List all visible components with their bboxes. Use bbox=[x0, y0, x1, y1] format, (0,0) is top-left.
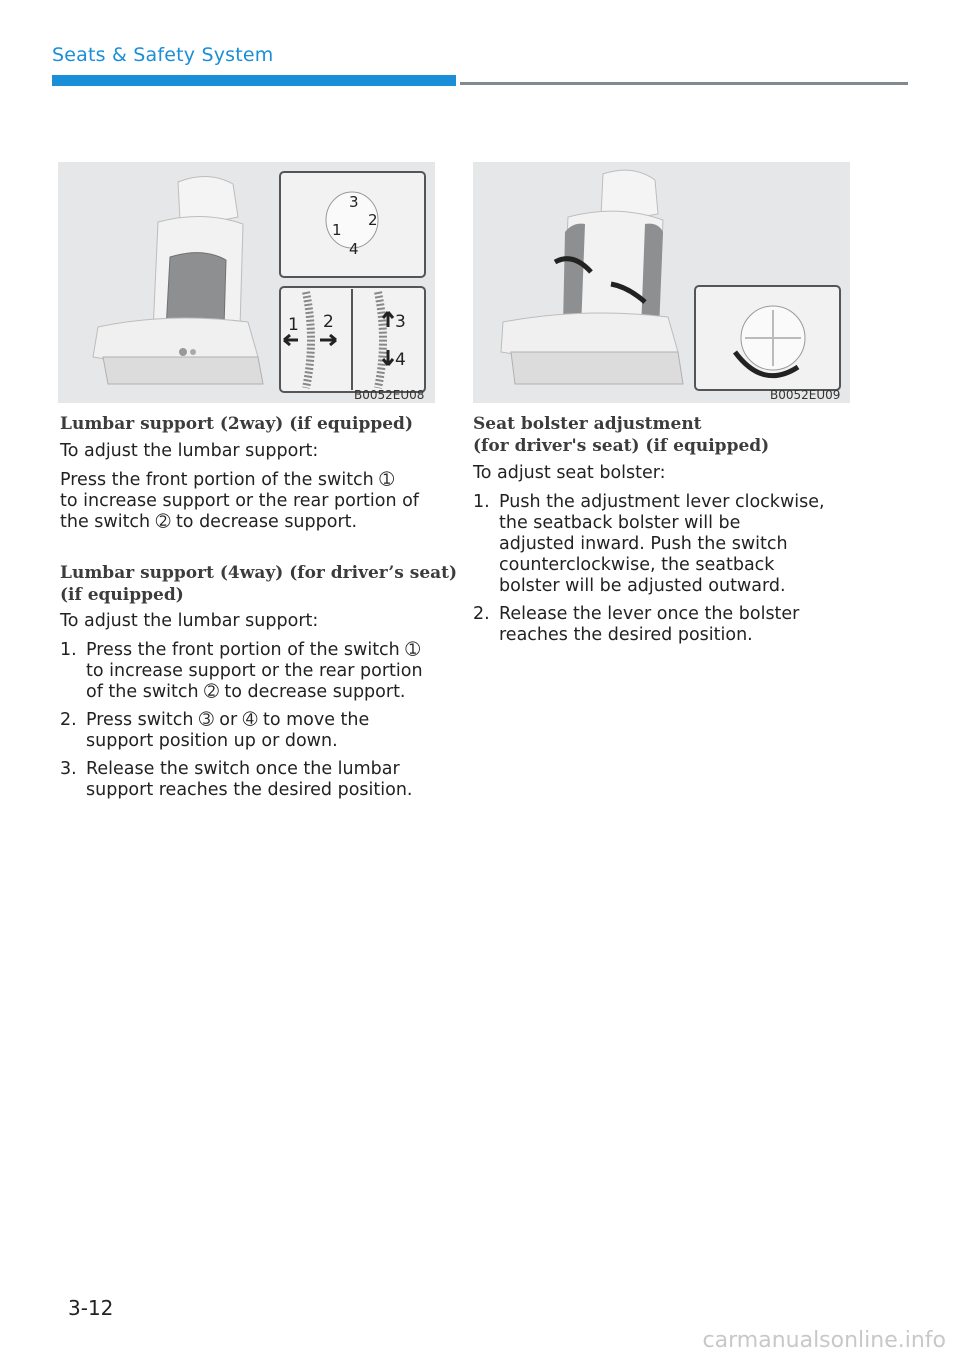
step-number: 2. bbox=[60, 710, 77, 730]
step-line: Release the lever once the bolster bbox=[499, 604, 800, 624]
watermark[interactable]: carmanualsonline.info bbox=[702, 1328, 946, 1353]
figure-code-left: B0052EU08 bbox=[354, 388, 425, 402]
step-number: 3. bbox=[60, 759, 77, 779]
bolster-title-line: (for driver's seat) (if equipped) bbox=[473, 436, 770, 456]
lumbar-2way-body-line: Press the front portion of the switch ➀ bbox=[60, 470, 394, 490]
step-line: Release the switch once the lumbar bbox=[86, 759, 400, 779]
page-number: 3-12 bbox=[68, 1296, 114, 1320]
list-item bbox=[60, 640, 440, 703]
section-header-title: Seats & Safety System bbox=[52, 44, 274, 66]
bolster-title bbox=[473, 413, 769, 457]
step-number: 1. bbox=[473, 492, 490, 512]
lumbar-2way-title: Lumbar support (2way) (if equipped) bbox=[60, 414, 413, 434]
bolster-steps bbox=[473, 492, 873, 653]
step-line: counterclockwise, the seatback bbox=[499, 555, 775, 575]
callout-4-bottom: 4 bbox=[395, 350, 406, 370]
header-divider-line bbox=[460, 82, 908, 85]
lumbar-2way-body bbox=[60, 470, 419, 533]
header-accent-bar bbox=[52, 75, 456, 86]
list-item bbox=[60, 759, 440, 801]
step-line: reaches the desired position. bbox=[499, 625, 753, 645]
bolster-seat-drawing bbox=[473, 162, 850, 403]
callout-2-bottom: 2 bbox=[323, 312, 334, 332]
step-line: of the switch ➁ to decrease support. bbox=[86, 682, 406, 702]
callout-1: 1 bbox=[332, 221, 342, 239]
lumbar-4way-title bbox=[60, 562, 457, 606]
lumbar-2way-body-line: to increase support or the rear portion of bbox=[60, 491, 419, 511]
callout-3-bottom: 3 bbox=[395, 312, 406, 332]
callout-4: 4 bbox=[349, 240, 359, 258]
step-line: Push the adjustment lever clockwise, bbox=[499, 492, 825, 512]
lumbar-seat-drawing bbox=[58, 162, 435, 403]
step-line: adjusted inward. Push the switch bbox=[499, 534, 788, 554]
bolster-title-line: Seat bolster adjustment bbox=[473, 414, 702, 434]
step-number: 2. bbox=[473, 604, 490, 624]
step-line: support position up or down. bbox=[86, 731, 338, 751]
step-line: Press the front portion of the switch ➀ bbox=[86, 640, 420, 660]
step-line: support reaches the desired position. bbox=[86, 780, 413, 800]
list-item bbox=[60, 710, 440, 752]
step-line: bolster will be adjusted outward. bbox=[499, 576, 786, 596]
lumbar-4way-title-line: (if equipped) bbox=[60, 585, 184, 605]
lumbar-support-illustration bbox=[58, 162, 435, 403]
callout-2: 2 bbox=[368, 211, 378, 229]
figure-code-right: B0052EU09 bbox=[770, 388, 841, 402]
callout-3: 3 bbox=[349, 193, 359, 211]
step-number: 1. bbox=[60, 640, 77, 660]
step-line: the seatback bolster will be bbox=[499, 513, 741, 533]
step-line: Press switch ➂ or ➃ to move the bbox=[86, 710, 370, 730]
lumbar-2way-body-line: the switch ➁ to decrease support. bbox=[60, 512, 358, 532]
lumbar-4way-steps bbox=[60, 640, 440, 808]
list-item bbox=[473, 604, 873, 646]
bolster-intro: To adjust seat bolster: bbox=[473, 463, 666, 483]
step-line: to increase support or the rear portion bbox=[86, 661, 423, 681]
callout-1-bottom: 1 bbox=[288, 315, 299, 335]
lumbar-2way-intro: To adjust the lumbar support: bbox=[60, 441, 319, 461]
lumbar-4way-intro: To adjust the lumbar support: bbox=[60, 611, 319, 631]
bolster-illustration bbox=[473, 162, 850, 403]
list-item bbox=[473, 492, 873, 597]
lumbar-4way-title-line: Lumbar support (4way) (for driver’s seat) bbox=[60, 563, 458, 583]
